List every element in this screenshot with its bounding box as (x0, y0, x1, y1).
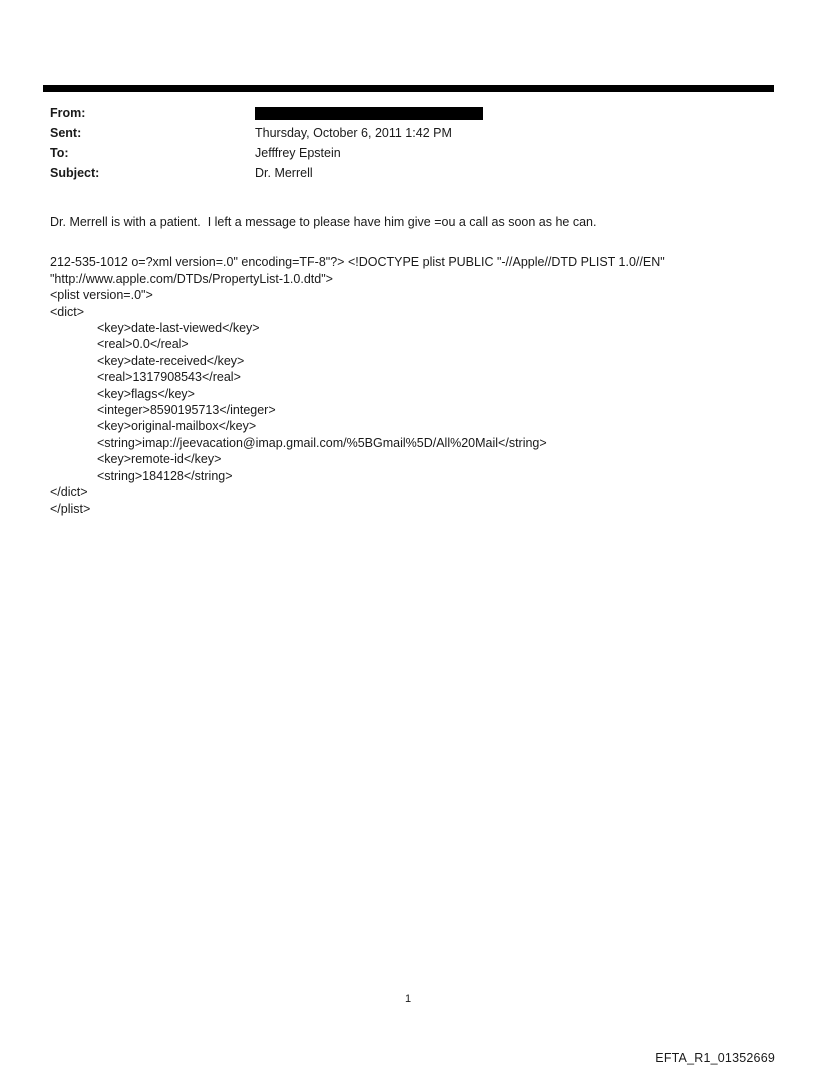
body-line: <real>1317908543</real> (97, 370, 241, 385)
sent-value: Thursday, October 6, 2011 1:42 PM (255, 126, 452, 140)
email-header-block (50, 103, 483, 183)
body-line: <string>imap://jeevacation@imap.gmail.com/%5BGmail%5D/All%20Mail</string> (97, 435, 547, 450)
body-line: </plist> (50, 501, 91, 516)
body-line: 212-535-1012 o=?xml version=.0" encoding=TF-8"?> <!DOCTYPE plist PUBLIC "-//Apple//DTD PLIST 1.0//EN" (50, 255, 665, 270)
from-value (255, 103, 483, 123)
header-row-subject (50, 163, 483, 183)
body-line: </dict> (50, 485, 88, 500)
bates-stamp: EFTA_R1_01352669 (655, 1051, 775, 1065)
subject-value: Dr. Merrell (255, 166, 313, 180)
body-line: <key>remote-id</key> (97, 452, 222, 467)
body-line: <dict> (50, 304, 85, 319)
page-number: 1 (404, 993, 412, 1005)
body-line: <plist version=.0"> (50, 288, 153, 303)
body-line: <real>0.0</real> (97, 337, 189, 352)
blank-line (50, 230, 750, 254)
body-line: <key>original-mailbox</key> (97, 419, 257, 434)
body-line: <key>flags</key> (97, 386, 195, 401)
header-row-from (50, 103, 483, 123)
to-label: To: (50, 146, 69, 160)
to-value: Jefffrey Epstein (255, 146, 341, 160)
redaction-bar (255, 107, 483, 120)
body-line: <string>184128</string> (97, 468, 233, 483)
body-line: Dr. Merrell is with a patient. I left a message to please have him give =ou a call as soon as he can. (50, 215, 597, 229)
body-line: "http://www.apple.com/DTDs/PropertyList-1.0.dtd"> (50, 271, 333, 286)
subject-label: Subject: (50, 166, 100, 180)
body-line: <key>date-last-viewed</key> (97, 321, 260, 336)
body-line: <key>date-received</key> (97, 353, 245, 368)
header-divider-rule (43, 85, 774, 92)
sent-label: Sent: (50, 126, 82, 140)
email-body (50, 214, 750, 517)
header-row-sent (50, 123, 483, 143)
from-label: From: (50, 106, 86, 120)
body-line: <integer>8590195713</integer> (97, 403, 276, 418)
header-row-to (50, 143, 483, 163)
